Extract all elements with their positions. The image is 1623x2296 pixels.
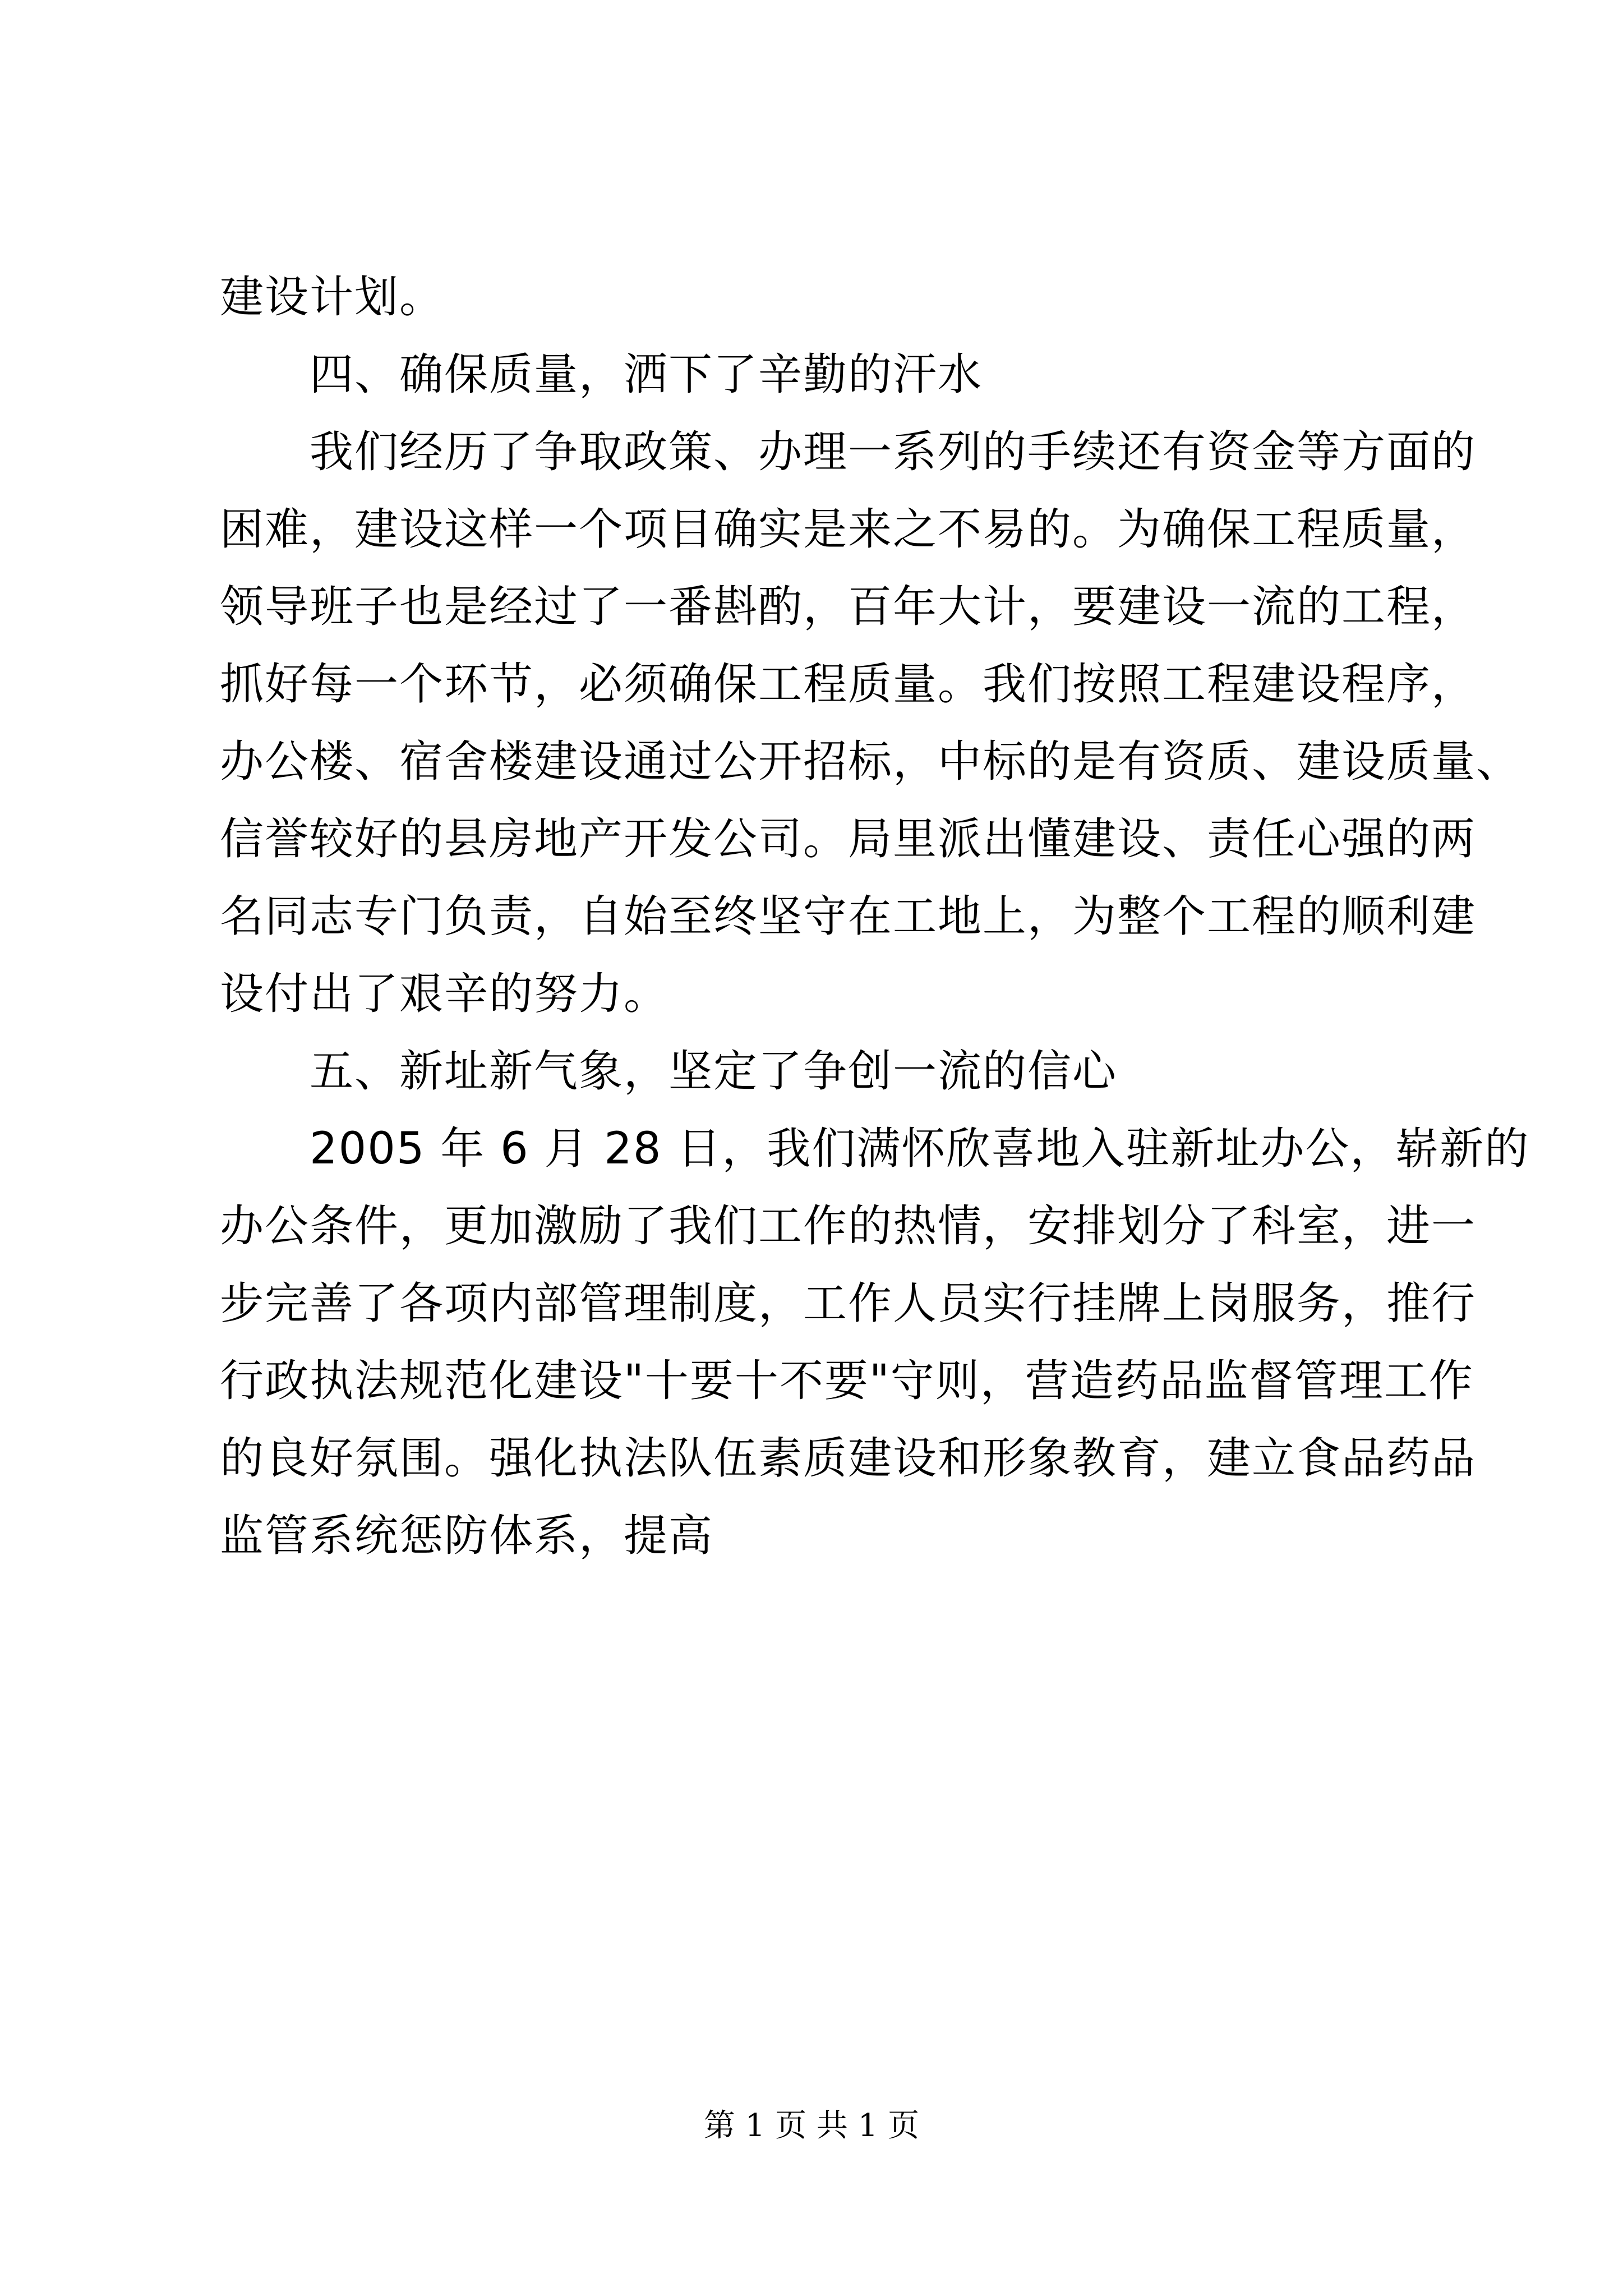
text-line: 建设计划。 bbox=[220, 272, 445, 323]
text-line: 的良好氛围。强化执法队伍素质建设和形象教育，建立食品药品 bbox=[220, 1433, 1477, 1484]
text-line: 监管系统惩防体系，提高 bbox=[220, 1511, 714, 1561]
section-heading: 五、新址新气象，坚定了争创一流的信心 bbox=[310, 1046, 1118, 1097]
text-line: 行政执法规范化建设"十要十不要"守则，营造药品监督管理工作 bbox=[220, 1356, 1474, 1406]
text-line: 步完善了各项内部管理制度，工作人员实行挂牌上岗服务，推行 bbox=[220, 1278, 1477, 1329]
section-heading: 四、确保质量，洒下了辛勤的汗水 bbox=[310, 349, 983, 400]
text-line: 名同志专门负责，自始至终坚守在工地上，为整个工程的顺利建 bbox=[220, 891, 1477, 942]
page-number-footer: 第 1 页 共 1 页 bbox=[703, 2108, 920, 2144]
text-line: 办公楼、宿舍楼建设通过公开招标，中标的是有资质、建设质量、 bbox=[220, 737, 1521, 787]
text-line: 设付出了艰辛的努力。 bbox=[220, 969, 669, 1019]
text-line: 领导班子也是经过了一番斟酌，百年大计，要建设一流的工程， bbox=[220, 582, 1477, 632]
text-line: 2005 年 6 月 28 日，我们满怀欣喜地入驻新址办公，崭新的 bbox=[310, 1124, 1530, 1174]
text-line: 办公条件，更加激励了我们工作的热情，安排划分了科室，进一 bbox=[220, 1201, 1477, 1251]
text-line: 抓好每一个环节，必须确保工程质量。我们按照工程建设程序， bbox=[220, 659, 1477, 710]
text-line: 信誉较好的县房地产开发公司。局里派出懂建设、责任心强的两 bbox=[220, 814, 1477, 864]
text-line: 我们经历了争取政策、办理一系列的手续还有资金等方面的 bbox=[310, 427, 1477, 477]
text-line: 困难，建设这样一个项目确实是来之不易的。为确保工程质量， bbox=[220, 504, 1477, 555]
